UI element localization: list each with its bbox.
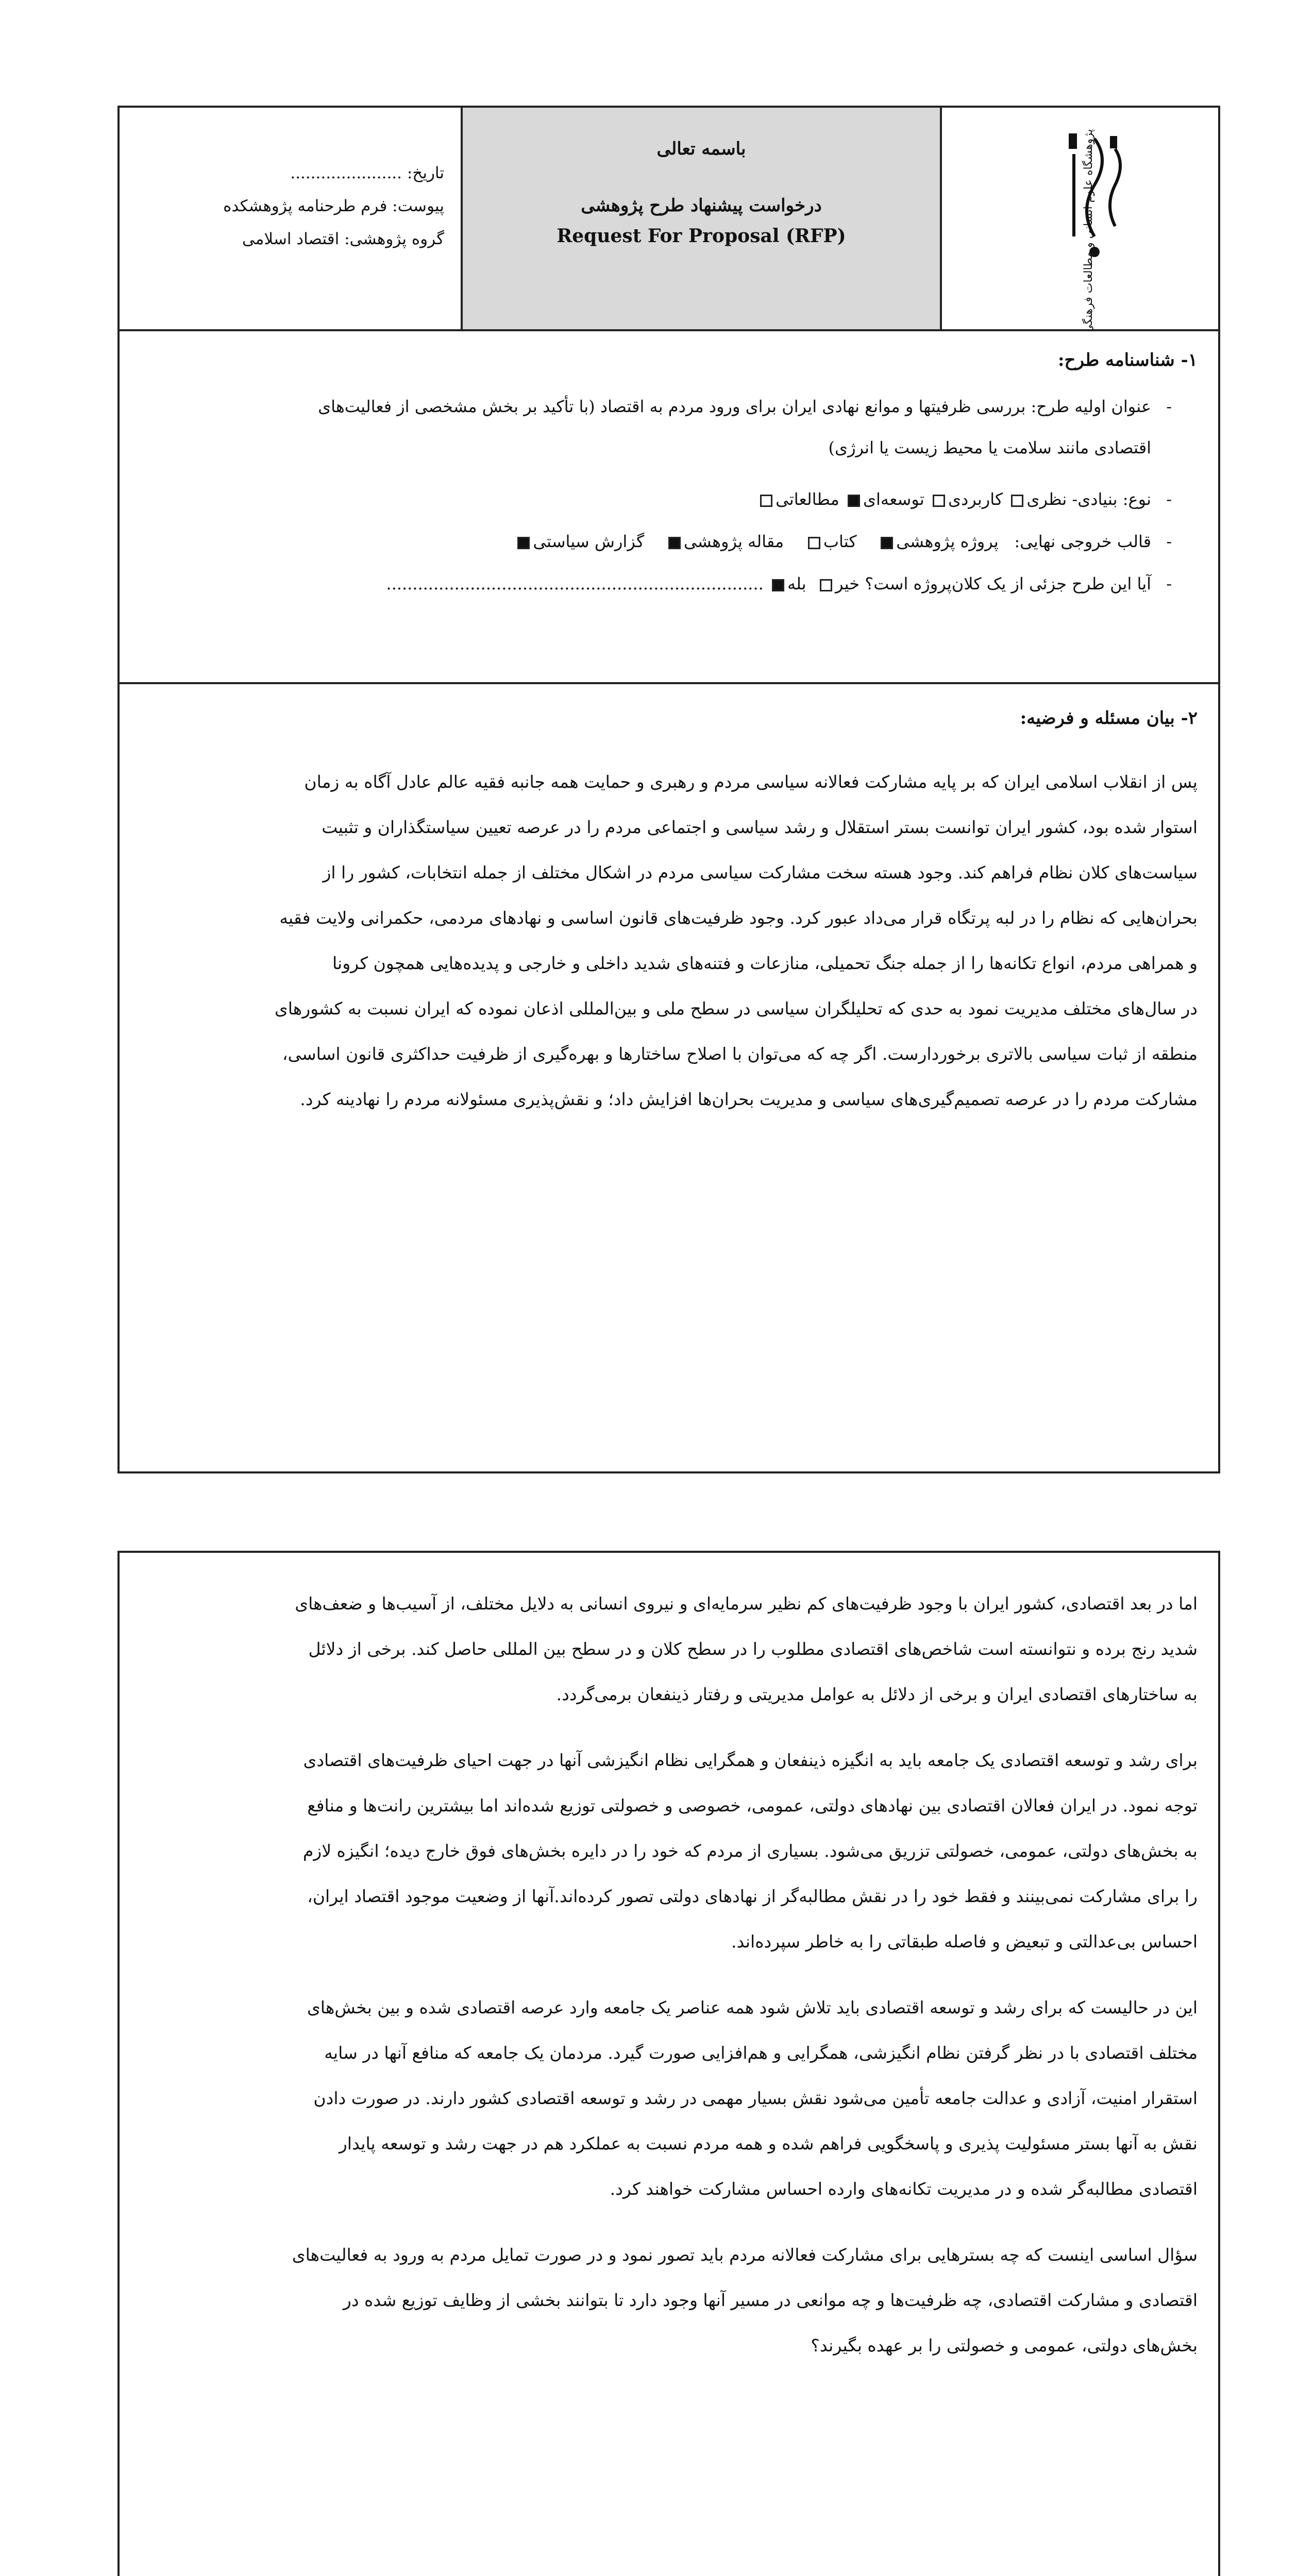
type-checkbox-0: [1011, 495, 1023, 507]
output-row: -قالب خروجی نهایی: پروژه پژوهشی کتاب مقاله پژوهشی گزارش سیاستی: [140, 526, 1172, 557]
section-2: [140, 708, 1198, 1122]
paragraph-line: شدید رنج برده و نتوانسته است شاخص‌های اقتصادی مطلوب را در سطح کلان و در سطح بین المللی حاصل کند. برخی از دلائل: [308, 1639, 1198, 1659]
paragraph: [140, 1985, 1198, 2212]
output-option-2[interactable]: مقاله پژوهشی: [665, 532, 784, 551]
output-checkbox-0: [881, 537, 893, 549]
paragraph-line: را برای مشارکت نمی‌بینند و فقط خود را در نقش مطالبه‌گر از نهادهای دولتی تصور کرده‌اند.آنها از وضعیت موجود اقتصاد ایران،: [307, 1886, 1198, 1906]
type-option-1[interactable]: کاربردی: [930, 489, 1003, 509]
macro-project-dots: ........................................................................: [386, 574, 764, 594]
output-option-3[interactable]: گزارش سیاستی: [514, 532, 644, 551]
form-page-1: [117, 106, 1220, 1473]
paragraph-line: بحران‌هایی که نظام را در لبه پرتگاه قرار می‌داد عبور کرد. وجود ظرفیت‌های قانون اساسی و نهادهای مردمی، حکمرانی ولایت فقیه: [279, 908, 1198, 928]
type-checkbox-1: [933, 495, 945, 507]
paragraph: [140, 2232, 1198, 2368]
paragraph-line: استقرار امنیت، آزادی و عدالت جامعه تأمین می‌شود نقش بسیار مهمی در رشد و توسعه اقتصادی کشور دارند. در صورت دادن: [313, 2088, 1198, 2108]
output-checkbox-3: [517, 537, 530, 549]
paragraph-line: سؤال اساسی اینست که چه بسترهایی برای مشارکت فعالانه مردم باید تصور نمود و در صورت تمایل مردم به ورود به فعالیت‌های: [292, 2245, 1198, 2265]
form-page-2: [117, 1551, 1220, 2576]
institute-logo-icon: [940, 108, 1218, 329]
paragraph-line: این در حالیست که برای رشد و توسعه اقتصادی باید تلاش شود همه عناصر یک جامعه وارد عرصه اقتصادی شده و بین بخش‌های: [307, 1997, 1198, 2018]
paragraph-line: مشارکت مردم را در عرصه تصمیم‌گیری‌های سیاسی و مدیریت بحران‌ها افزایش داد؛ و نقش‌پذیری مسئولانه مردم را نهادینه کرد.: [300, 1089, 1198, 1109]
macro-project-row: -آیا این طرح جزئی از یک کلان‌پروژه است؟ خیر بله ........................................................................: [386, 574, 1172, 594]
form-title-fa: درخواست پیشنهاد طرح پژوهشی: [581, 195, 822, 216]
macro-no-checkbox: [820, 579, 832, 591]
output-checkbox-1: [808, 537, 820, 549]
macro-yes-option[interactable]: بله: [769, 574, 806, 594]
paragraph-line: برای رشد و توسعه اقتصادی یک جامعه باید به انگیزه ذینفعان و همگرایی نظام انگیزشی آنها در جهت احیای ظرفیت‌های اقتصادی: [303, 1750, 1198, 1770]
type-option-0[interactable]: بنیادی- نظری: [1008, 489, 1117, 509]
attachment-label: پیوست: فرم طرحنامه پژوهشکده: [223, 197, 444, 215]
type-checkbox-3: [760, 495, 772, 507]
header-title-block: [461, 108, 940, 329]
paragraph-line: بخش‌های دولتی، عمومی و خصولتی را بر عهده بگیرند؟: [811, 2335, 1198, 2355]
paragraph-line: سیاست‌های کلان نظام فراهم کند. وجود هسته سخت مشارکت سیاسی مردم در اشکال مختلف از جمله انتخابات، کشور را از: [323, 862, 1198, 883]
basmala: باسمه تعالی: [656, 139, 746, 159]
paragraph-line: نقش به آنها بستر مسئولیت پذیری و پاسخگویی فراهم شده و همه مردم نسبت به عملکرد هم در جهت رشد و توسعه پایدار: [339, 2133, 1198, 2154]
type-checkbox-2: [848, 495, 860, 507]
paragraph-line: اقتصادی و مشارکت اقتصادی، چه ظرفیت‌ها و چه موانعی در مسیر آنها وجود دارد تا بتوانند بخشی از وظایف توزیع شده در: [343, 2290, 1198, 2310]
type-option-3[interactable]: مطالعاتی: [757, 489, 839, 509]
paragraph-line: به بخش‌های دولتی، عمومی، خصولتی تزریق می‌شود. بسیاری از مردم که خود را در دایره بخش‌های فوق خارج دیده؛ انگیزه لازم: [302, 1841, 1198, 1861]
paragraph-line: پس از انقلاب اسلامی ایران که بر پایه مشارکت فعالانه سیاسی مردم و رهبری و حمایت همه جانبه فقیه عالم عادل آگاه به زمان: [304, 772, 1198, 792]
header-meta: [120, 108, 465, 329]
paragraph-line: اما در بعد اقتصادی، کشور ایران با وجود ظرفیت‌های کم نظیر سرمایه‌ای و نیروی انسانی به دلایل مختلف، از آسیب‌ها و ضعف‌های: [295, 1594, 1198, 1614]
problem-statement: [140, 759, 1198, 1122]
logo-text: پژوهشگاه علوم انسانی و مطالعات فرهنگی: [1082, 129, 1095, 329]
output-option-1[interactable]: کتاب: [805, 532, 857, 551]
institute-logo: [940, 108, 1218, 329]
paragraph-line: در سال‌های مختلف مدیریت نمود به حدی که تحلیلگران سیاسی در سطح ملی و بین‌المللی اذعان نموده که ایران نسبت به کشورهای: [274, 998, 1198, 1019]
paragraph-line: توجه نمود. در ایران فعالان اقتصادی بین نهادهای دولتی، عمومی، خصوصی و خصولتی توزیع شده‌اند اما بیشترین رانت‌ها و منافع: [307, 1795, 1198, 1816]
paragraph: [140, 1581, 1198, 1717]
type-row: -نوع: بنیادی- نظری کاربردی توسعه‌ای مطالعاتی: [140, 484, 1172, 515]
section-1-title: ۱- شناسنامه طرح:: [1057, 350, 1198, 370]
paragraph-line: به ساختارهای اقتصادی ایران و برخی از دلائل به عوامل مدیریتی و رفتار ذینفعان برمی‌گردد.: [556, 1684, 1198, 1704]
project-title-line-2: اقتصادی مانند سلامت یا محیط زیست یا انرژی): [828, 438, 1151, 457]
form-title-en: Request For Proposal (RFP): [557, 225, 846, 247]
project-title-line-1: -عنوان اولیه طرح: بررسی ظرفیتها و موانع نهادی ایران برای ورود مردم به اقتصاد (با تأکید بر بخش مشخصی از فعالیت‌های: [318, 397, 1172, 416]
macro-yes-checkbox: [772, 579, 784, 591]
section-2-continued: [140, 1581, 1198, 2368]
paragraph-line: استوار شده بود، کشور ایران توانست بستر استقلال و رشد سیاسی و اجتماعی مردم را در عرصه تعیین سیاستگذاران و تثبیت: [322, 817, 1198, 837]
paragraph-line: احساس بی‌عدالتی و تبعیض و فاصله طبقاتی را به خاطر سپرده‌اند.: [731, 1931, 1198, 1952]
paragraph-line: منطقه از ثبات سیاسی بالاتری برخوردارست. اگر چه که می‌توان با اصلاح ساختارها و بهره‌گیری از ظرفیت حداکثری قانون اساسی،: [282, 1044, 1198, 1064]
macro-no-option[interactable]: خیر: [817, 574, 860, 594]
paragraph: [140, 1738, 1198, 1964]
divider: [120, 682, 1218, 684]
section-2-title: ۲- بیان مسئله و فرضیه:: [1020, 708, 1198, 728]
output-option-0[interactable]: پروژه پژوهشی: [878, 532, 999, 551]
form-header: [120, 108, 1218, 331]
paragraph-line: اقتصادی مطالبه‌گر شده و در مدیریت تکانه‌های وارده احساس مشارکت خواهند کرد.: [610, 2179, 1198, 2199]
type-option-2[interactable]: توسعه‌ای: [845, 489, 924, 509]
section-1: [140, 350, 1198, 599]
date-field: تاریخ: ......................: [290, 164, 444, 182]
research-group: گروه پژوهشی: اقتصاد اسلامی: [242, 230, 444, 248]
paragraph-line: مختلف اقتصادی با در نظر گرفتن نظام انگیزشی، همگرایی و هم‌افزایی صورت گیرد. مردمان یک جامعه که منافع آنها در سایه: [324, 2043, 1198, 2063]
output-checkbox-2: [668, 537, 681, 549]
paragraph-line: و همراهی مردم، انواع تکانه‌ها را از جمله جنگ تحمیلی، منازعات و فتنه‌های شدید داخلی و خارجی و پدیده‌هایی همچون کرونا: [332, 953, 1198, 973]
